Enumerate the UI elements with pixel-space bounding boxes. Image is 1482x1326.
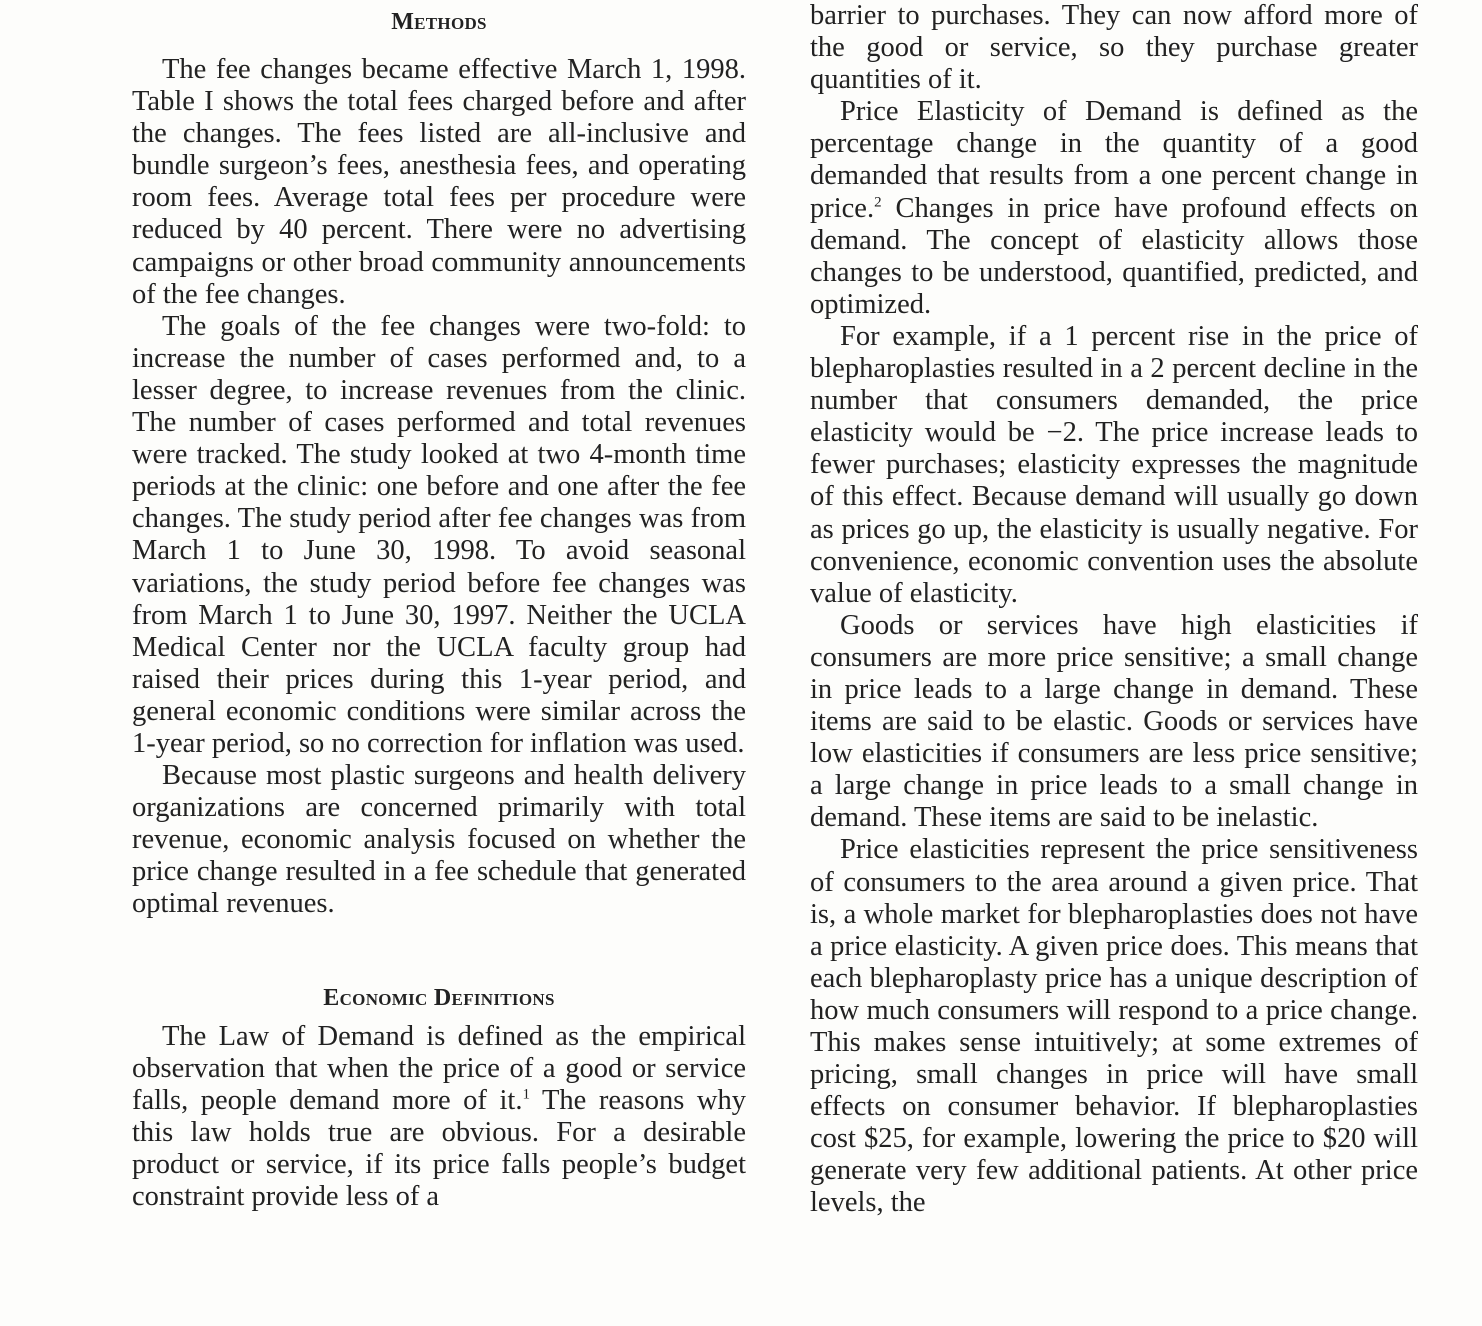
price-elasticity-text: Price Elasticity of Demand is defined as the percentage change in the quantity of a good demanded that results from a one percent change in price.: [810, 96, 1418, 224]
methods-paragraph-revenue-focus: Because most plastic surgeons and health delivery organizations are concerned primarily with total revenue, economic analysis focused on whether the price change resulted in a fee schedule that generated optimal revenues.: [132, 760, 746, 920]
law-of-demand-text: The Law of Demand is defined as the empirical observation that when the price of a good or service falls, people demand more of it.: [132, 1020, 746, 1116]
price-elasticity-paragraph: [810, 96, 1418, 321]
economic-definitions-heading: Economic Definitions: [323, 984, 555, 1011]
elastic-goods-paragraph: Goods or services have high elasticities if consumers are more price sensitive; a small change in price leads to a large change in demand. These items are said to be elastic. Goods or services have low elasticities if consumers are less price sensitive; a large change in price leads to a small change in demand. These items are said to be inelastic.: [810, 609, 1418, 834]
left-column: [132, 0, 746, 1213]
price-sensitivity-paragraph: Price elasticities represent the price sensitiveness of consumers to the area around a given price. That is, a whole market for blepharoplasties does not have a price elasticity. A given price does. This means that each blepharoplasty price has a unique description of how much consumers will respond to a price change. This makes sense intuitively; at some extremes of pricing, small changes in price will have small effects on consumer behavior. If blepharoplasties cost $25, for example, lowering the price to $20 will generate very few additional patients. At other price levels, the: [810, 834, 1418, 1219]
example-paragraph: For example, if a 1 percent rise in the price of blepharoplasties resulted in a 2 percent decline in the number that consumers demanded, the price elasticity would be −2. The price increase leads to fewer purchases; elasticity expresses the magnitude of this effect. Because demand will usually go down as prices go up, the elasticity is usually negative. For convenience, economic convention uses the absolute value of elasticity.: [810, 320, 1418, 609]
right-column: [810, 0, 1418, 1220]
law-of-demand-text-continued: The reasons why this law holds true are obvious. For a desirable product or service, if its price falls people’s budget constraint provide less of a: [132, 1084, 746, 1212]
reference-1: 1: [522, 1086, 530, 1103]
reference-2: 2: [874, 194, 882, 211]
law-of-demand-paragraph: [132, 1021, 746, 1214]
methods-paragraph-goals: The goals of the fee changes were two-fold: to increase the number of cases performed and, to a lesser degree, to increase revenues from the clinic. The number of cases performed and total revenues were tracked. The study looked at two 4-month time periods at the clinic: one before and one after the fee changes. The study period after fee changes was from March 1 to June 30, 1998. To avoid seasonal variations, the study period before fee changes was from March 1 to June 30, 1997. Neither the UCLA Medical Center nor the UCLA faculty group had raised their prices during this 1-year period, and general economic conditions were similar across the 1-year period, so no correction for inflation was used.: [132, 310, 746, 759]
price-elasticity-text-continued: Changes in price have profound effects on demand. The concept of elasticity allows those changes to be understood, quantified, predicted, and optimized.: [810, 192, 1418, 320]
methods-heading: Methods: [391, 9, 487, 35]
methods-paragraph-fee-changes: The fee changes became effective March 1, 1998. Table I shows the total fees charged before and after the changes. The fees listed are all-inclusive and bundle surgeon’s fees, anesthesia fees, and operating room fees. Average total fees per procedure were reduced by 40 percent. There were no advertising campaigns or other broad community announcements of the fee changes.: [132, 54, 746, 310]
continued-paragraph: barrier to purchases. They can now afford more of the good or service, so they purchase greater quantities of it.: [810, 0, 1418, 96]
